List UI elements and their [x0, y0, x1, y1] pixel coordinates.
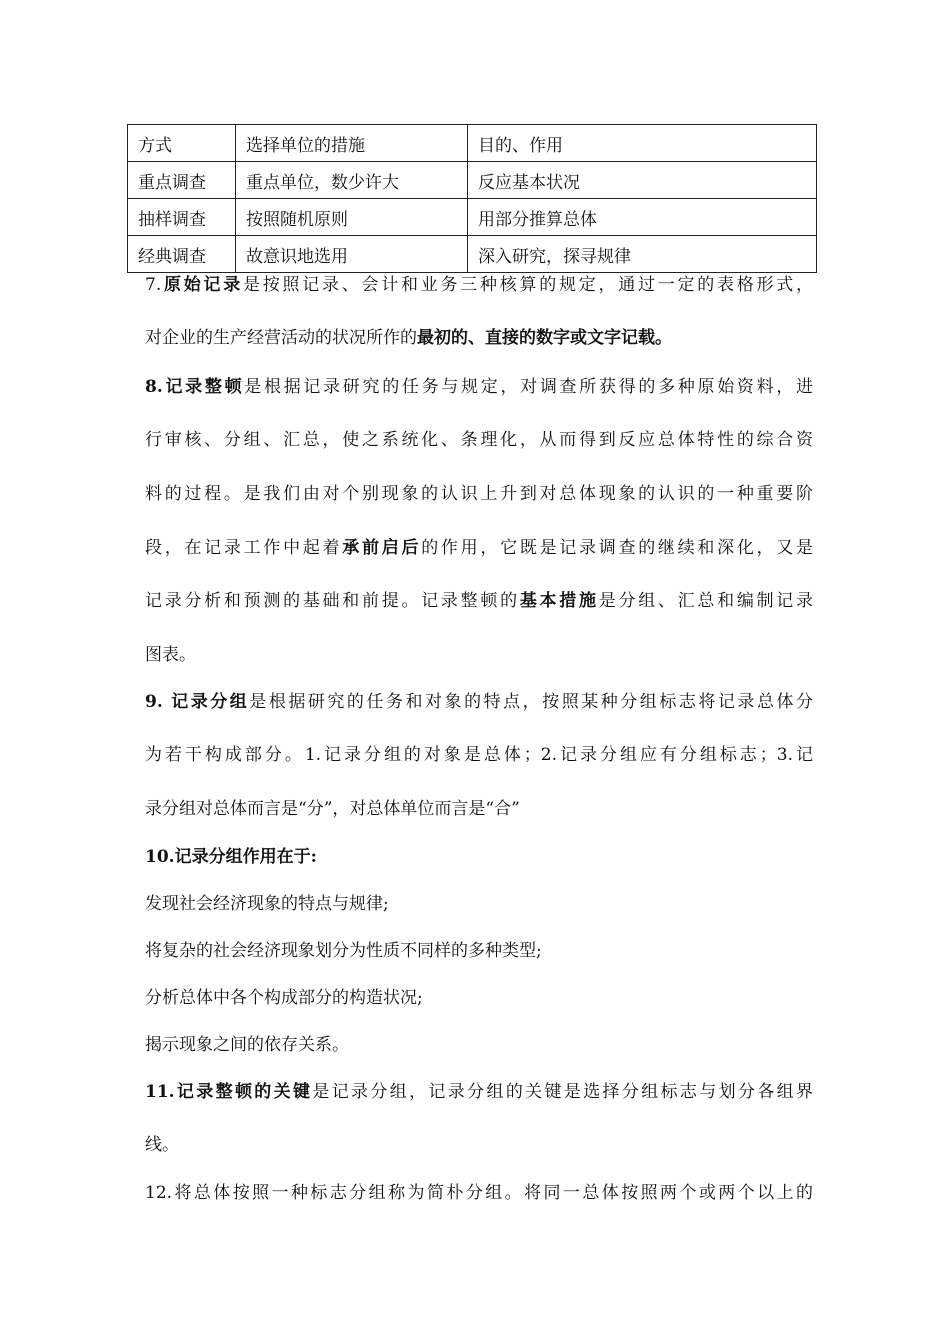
- table-row: [128, 199, 817, 236]
- paragraph-9-line-3: 录分组对总体而言是“分”，对总体单位而言是“合”: [145, 799, 520, 819]
- table-cell: 目的、作用: [468, 125, 817, 162]
- paragraph-8-line-6: 图表。: [145, 645, 196, 665]
- paragraph-9-line-2: 为若干构成部分。1.记录分组的对象是总体；2.记录分组应有分组标志；3.记: [145, 745, 813, 765]
- paragraph-7-line-1: 7.原始记录是按照记录、会计和业务三种核算的规定，通过一定的表格形式，: [145, 275, 813, 295]
- table-cell: 深入研究，探寻规律: [468, 236, 817, 273]
- list-item: 揭示现象之间的依存关系。: [145, 1035, 349, 1055]
- paragraph-8-line-4: 段，在记录工作中起着承前启后的作用，它既是记录调查的继续和深化，又是: [145, 538, 813, 558]
- paragraph-9-line-1: 9. 记录分组是根据研究的任务和对象的特点，按照某种分组标志将记录总体分: [145, 692, 813, 712]
- table-cell: 按照随机原则: [236, 199, 468, 236]
- paragraph-11-line-1: 11.记录整顿的关键是记录分组，记录分组的关键是选择分组标志与划分各组界: [145, 1082, 813, 1102]
- table-cell: 方式: [128, 125, 236, 162]
- paragraph-8-line-3: 料的过程。是我们由对个别现象的认识上升到对总体现象的认识的一种重要阶: [145, 484, 813, 504]
- table-cell: 重点单位，数少许大: [236, 162, 468, 199]
- paragraph-8-line-1: 8.记录整顿是根据记录研究的任务与规定，对调查所获得的多种原始资料，进: [145, 377, 813, 397]
- table-cell: 故意识地选用: [236, 236, 468, 273]
- paragraph-11-line-2: 线。: [145, 1135, 179, 1155]
- table-cell: 抽样调查: [128, 199, 236, 236]
- paragraph-8-line-5: 记录分析和预测的基础和前提。记录整顿的基本措施是分组、汇总和编制记录: [145, 591, 813, 611]
- term-record-grouping: 9. 记录分组: [145, 692, 250, 712]
- list-item: 发现社会经济现象的特点与规律;: [145, 894, 389, 914]
- table-row: [128, 236, 817, 273]
- term-record-arrangement: 8.记录整顿: [145, 377, 245, 397]
- list-item: 将复杂的社会经济现象划分为性质不同样的多种类型;: [145, 941, 542, 961]
- table-cell: 反应基本状况: [468, 162, 817, 199]
- table-cell: 重点调查: [128, 162, 236, 199]
- term-original-record: 原始记录: [161, 275, 243, 295]
- table-row: [128, 125, 817, 162]
- term-arrangement-key: 11.记录整顿的关键: [145, 1082, 313, 1102]
- table-cell: 用部分推算总体: [468, 199, 817, 236]
- table-row: [128, 162, 817, 199]
- paragraph-8-line-2: 行审核、分组、汇总，使之系统化、条理化，从而得到反应总体特性的综合资: [145, 430, 813, 450]
- list-item: 分析总体中各个构成部分的构造状况;: [145, 988, 423, 1008]
- table-cell: 选择单位的措施: [236, 125, 468, 162]
- paragraph-7-line-2: 对企业的生产经营活动的状况所作的最初的、直接的数字或文字记载。: [145, 328, 672, 348]
- paragraph-12-line-1: 12.将总体按照一种标志分组称为简朴分组。将同一总体按照两个或两个以上的: [145, 1183, 813, 1203]
- survey-method-table: [127, 124, 817, 273]
- paragraph-10-heading: 10.记录分组作用在于:: [145, 847, 317, 867]
- table-cell: 经典调查: [128, 236, 236, 273]
